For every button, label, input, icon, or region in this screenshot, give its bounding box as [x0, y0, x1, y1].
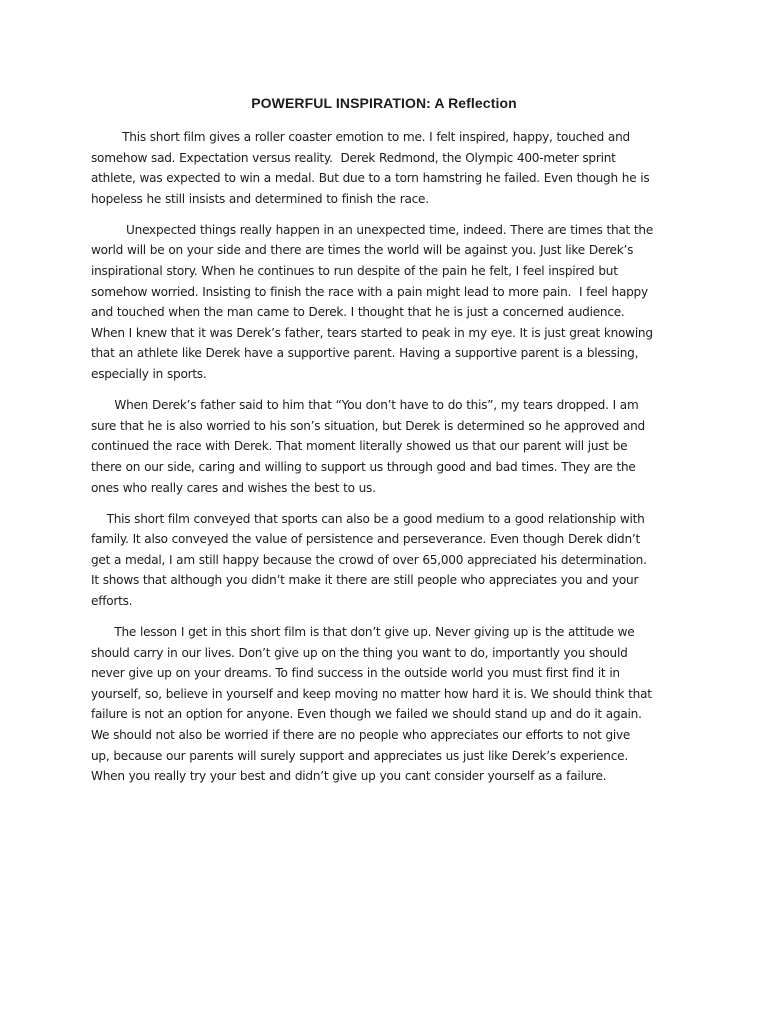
- text-line: world will be on your side and there are times the world will be against you. Just like Derek’s: [91, 243, 634, 258]
- text-line: up, because our parents will surely support and appreciates us just like Derek’s experience.: [91, 748, 628, 763]
- document-title: POWERFUL INSPIRATION: A Reflection: [251, 95, 517, 111]
- text-line: family. It also conveyed the value of persistence and perseverance. Even though Derek didn’t: [91, 532, 640, 547]
- text-line: sure that he is also worried to his son’s situation, but Derek is determined so he approved and: [91, 418, 645, 433]
- text-line: inspirational story. When he continues to run despite of the pain he felt, I feel inspired but: [91, 264, 618, 279]
- text-line: It shows that although you didn’t make it there are still people who appreciates you and your: [91, 573, 639, 588]
- text-line: We should not also be worried if there are no people who appreciates our efforts to not give: [91, 728, 631, 743]
- text-line: When I knew that it was Derek’s father, tears started to peak in my eye. It is just great knowing: [91, 325, 653, 340]
- text-line: efforts.: [91, 593, 133, 608]
- text-line: somehow worried. Insisting to finish the race with a pain might lead to more pain. I feel happy: [91, 284, 648, 299]
- text-line: continued the race with Derek. That moment literally showed us that our parent will just be: [91, 439, 628, 454]
- text-line: and touched when the man came to Derek. I thought that he is just a concerned audience.: [91, 305, 625, 320]
- text-line: never give up on your dreams. To find success in the outside world you must first find it in: [91, 666, 620, 681]
- text-line: ones who really cares and wishes the best to us.: [91, 480, 376, 495]
- text-line: yourself, so, believe in yourself and keep moving no matter how hard it is. We should think that: [91, 686, 652, 701]
- text-line: When Derek’s father said to him that “You don’t have to do this”, my tears dropped. I am: [91, 398, 639, 413]
- text-line: that an athlete like Derek have a supportive parent. Having a supportive parent is a blessing,: [91, 346, 639, 361]
- paragraph-3: [91, 395, 676, 498]
- text-line: hopeless he still insists and determined to finish the race.: [91, 191, 429, 206]
- text-line: somehow sad. Expectation versus reality. Derek Redmond, the Olympic 400-meter sprint: [91, 150, 616, 165]
- text-line: Unexpected things really happen in an unexpected time, indeed. There are times that the: [91, 222, 654, 237]
- paragraph-2: [91, 220, 676, 385]
- text-line: especially in sports.: [91, 367, 207, 382]
- text-line: get a medal, I am still happy because the crowd of over 65,000 appreciated his determination.: [91, 552, 647, 567]
- paragraph-1: [91, 127, 676, 209]
- text-line: athlete, was expected to win a medal. But due to a torn hamstring he failed. Even though he is: [91, 171, 650, 186]
- text-line: The lesson I get in this short film is that don’t give up. Never giving up is the attitude we: [91, 625, 635, 640]
- paragraph-5: [91, 622, 676, 787]
- paragraph-4: [91, 509, 676, 612]
- text-line: should carry in our lives. Don’t give up on the thing you want to do, importantly you should: [91, 645, 628, 660]
- document-body: [91, 127, 676, 797]
- text-line: there on our side, caring and willing to support us through good and bad times. They are the: [91, 459, 636, 474]
- text-line: When you really try your best and didn’t give up you cant consider yourself as a failure.: [91, 769, 607, 784]
- text-line: This short film gives a roller coaster emotion to me. I felt inspired, happy, touched and: [91, 130, 630, 144]
- text-line: failure is not an option for anyone. Even though we failed we should stand up and do it again.: [91, 707, 642, 722]
- text-line: This short film conveyed that sports can also be a good medium to a good relationship with: [91, 511, 645, 526]
